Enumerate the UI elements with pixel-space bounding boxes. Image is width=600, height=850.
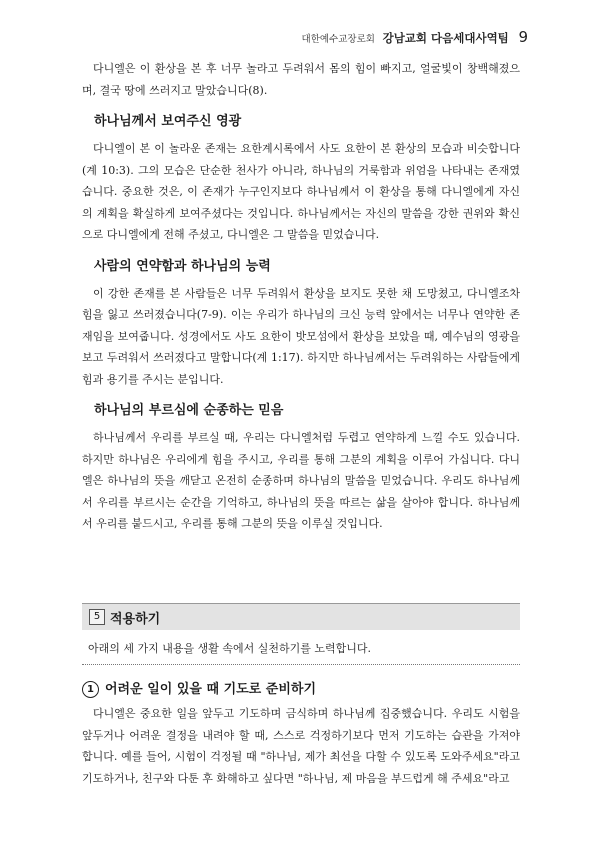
subsection-number: 1 xyxy=(82,681,99,698)
header-org: 대한예수교장로회 xyxy=(301,34,375,45)
page-number: 9 xyxy=(518,28,528,46)
header-team: 강남교회 다음세대사역팀 xyxy=(382,31,509,45)
main-content xyxy=(82,58,520,535)
paragraph-glory: 다니엘이 본 이 놀라운 존재는 요한계시록에서 사도 요한이 본 환상의 모습과 비슷합니다(계 10:3). 그의 모습은 단순한 천사가 아니라, 하나님의 거룩함과 위엄을 나타내는 존재였습니다. 중요한 것은, 이 존재가 누구인지보다 하나님께서 이 환상을 통해 다니엘에게 자신의 계획을 확실하게 보여주셨다는 것입니다. 하나님께서는 자신의 말씀을 강한 권위와 확신으로 다니엘에게 전해 주셨고, 다니엘은 그 말씀을 믿었습니다. xyxy=(82,142,520,241)
paragraph-intro: 다니엘은 이 환상을 본 후 너무 놀라고 두려워서 몸의 힘이 빠지고, 얼굴빛이 창백해졌으며, 결국 땅에 쓰러지고 말았습니다(8). xyxy=(82,62,520,97)
divider xyxy=(82,664,520,665)
subsection-title: 어려운 일이 있을 때 기도로 준비하기 xyxy=(105,682,316,697)
section-number: 5 xyxy=(89,609,105,625)
heading-weakness: 사람의 연약함과 하나님의 능력 xyxy=(94,258,271,274)
subsection-content xyxy=(82,703,520,789)
section-intro: 아래의 세 가지 내용을 생활 속에서 실천하기를 노력합니다. xyxy=(88,642,371,655)
subsection-heading xyxy=(82,678,316,698)
paragraph-weakness: 이 강한 존재를 본 사람들은 너무 두려워서 환상을 보지도 못한 채 도망쳤고, 다니엘조차 힘을 잃고 쓰러졌습니다(7-9). 이는 우리가 하나님의 크신 능력 앞에서는 너무나 연약한 존재임을 보여줍니다. 성경에서도 사도 요한이 밧모섬에서 환상을 보았을 때, 예수님의 영광을 보고 두려워서 쓰러졌다고 말합니다(계 1:17). 하지만 하나님께서는 두려워하는 사람들에게 힘과 용기를 주시는 분입니다. xyxy=(82,286,520,386)
heading-calling: 하나님의 부르심에 순종하는 믿음 xyxy=(94,403,284,418)
page-header xyxy=(302,28,528,46)
paragraph-calling: 하나님께서 우리를 부르실 때, 우리는 다니엘처럼 두렵고 연약하게 느낄 수도 있습니다. 하지만 하나님은 우리에게 힘을 주시고, 우리를 통해 그분의 계획을 이루어 가십니다. 다니엘은 하나님의 뜻을 깨닫고 온전히 순종하며 하나님의 말씀을 믿었습니다. 우리도 하나님께서 우리를 부르시는 순간을 기억하고, 하나님의 뜻을 따르는 삶을 살아야 합니다. 하나님께서 우리를 붙드시고, 우리를 통해 그분의 뜻을 이루실 것입니다. xyxy=(82,431,520,530)
section-header xyxy=(82,603,520,630)
heading-glory: 하나님께서 보여주신 영광 xyxy=(94,114,242,129)
paragraph-prayer: 다니엘은 중요한 일을 앞두고 기도하며 금식하며 하나님께 집중했습니다. 우리도 시험을 앞두거나 어려운 결정을 내려야 할 때, 스스로 걱정하기보다 먼저 기도하는 습관을 가져야 합니다. 예를 들어, 시험이 걱정될 때 "하나님, 제가 최선을 다할 수 있도록 도와주세요"라고 기도하거나, 친구와 다툰 후 화해하고 싶다면 "하나님, 제 마음을 부드럽게 해 주세요"라고 xyxy=(82,707,520,785)
section-title: 적용하기 xyxy=(110,612,161,627)
